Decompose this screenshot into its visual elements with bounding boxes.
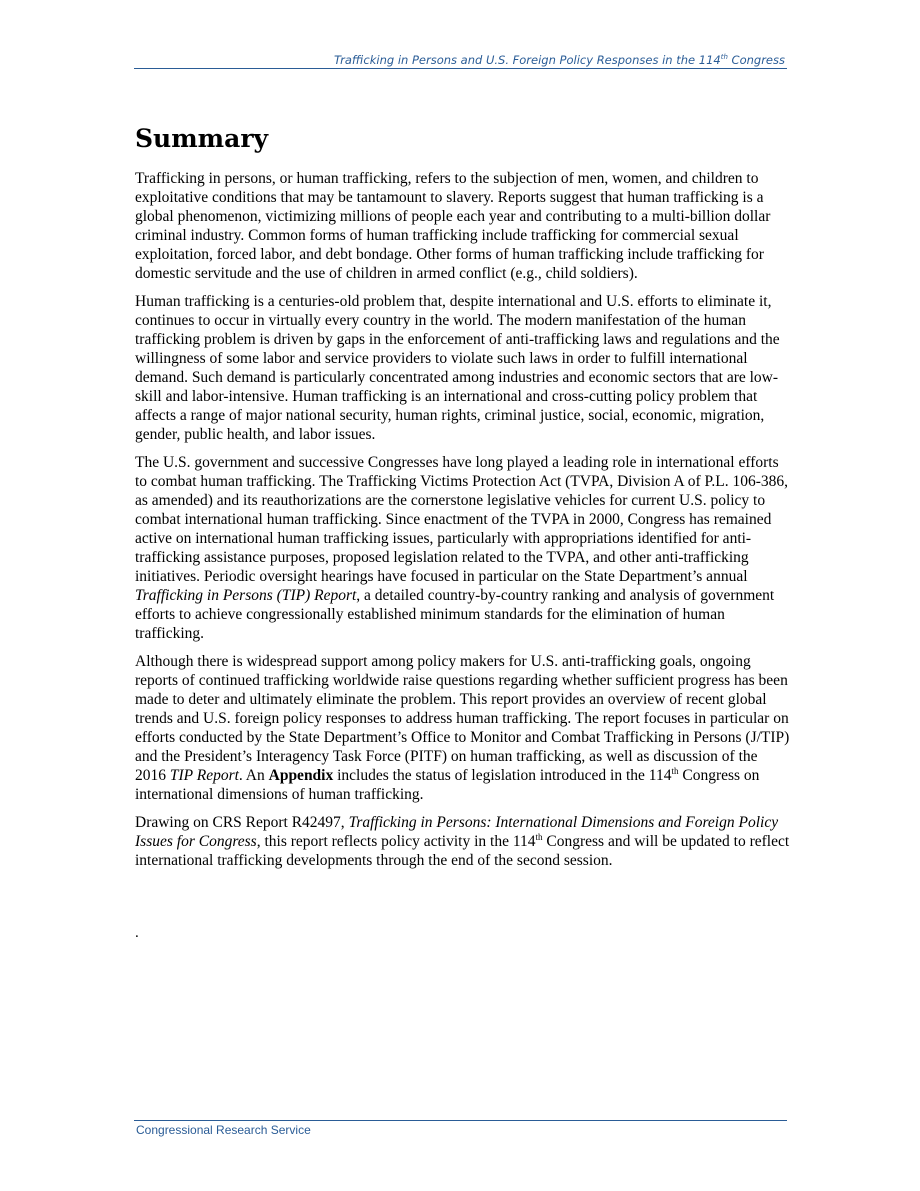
paragraph-5 — [135, 813, 790, 870]
paragraph-3-text: The U.S. government and successive Congresses have long played a leading role in international efforts to combat human trafficking. The Trafficking Victims Protection Act (TVPA, Division A of P.L. 106-386, as amended) and its reauthorizations are the cornerstone legislative vehicles for current U.S. policy to combat international human trafficking. Since enactment of the TVPA in 2000, Congress has remained active on international human trafficking issues, particularly with appropriations identified for anti-trafficking assistance purposes, proposed legislation related to the TVPA, and other anti-trafficking initiatives. Periodic oversight hearings have focused in particular on the State Department’s annual — [135, 454, 789, 585]
paragraph-4 — [135, 652, 790, 804]
running-header-title-end: Congress — [727, 53, 785, 67]
paragraph-1: Trafficking in persons, or human trafficking, refers to the subjection of men, women, and children to exploitative conditions that may be tantamount to slavery. Reports suggest that human trafficking is a global phenomenon, victimizing millions of people each year and contributing to a multi-billion dollar criminal industry. Common forms of human trafficking include trafficking for commercial sexual exploitation, forced labor, and debt bondage. Other forms of human trafficking include trafficking for domestic servitude and the use of children in armed conflict (e.g., child soldiers). — [135, 170, 771, 282]
paragraph-4-text-3: includes the status of legislation introduced in the 114 — [333, 767, 672, 784]
tip-report-italic: TIP Report — [169, 767, 239, 784]
running-header — [134, 53, 785, 67]
tip-report-title: Trafficking in Persons (TIP) Report — [135, 587, 357, 604]
running-header-title: Trafficking in Persons and U.S. Foreign Policy Responses in the 114 — [334, 53, 721, 67]
header-divider — [134, 68, 787, 69]
stray-period: . — [135, 925, 139, 941]
crs-report-title: Trafficking in Persons: International Dimensions and Foreign Policy Issues for Congress — [135, 814, 779, 850]
paragraph-3 — [135, 453, 790, 643]
paragraph-4-superscript: th — [671, 765, 679, 776]
running-header-superscript: th — [720, 53, 728, 62]
footer-organization: Congressional Research Service — [136, 1123, 311, 1137]
paragraph-4-text: Although there is widespread support among policy makers for U.S. anti-trafficking goals, ongoing reports of continued trafficking worldwide raise questions regarding whether sufficient progress has been made to deter and ultimately eliminate the problem. This report provides an overview of recent global trends and U.S. foreign policy responses to address human trafficking. The report focuses in particular on efforts conducted by the State Department’s Office to Monitor and Combat Trafficking in Persons (J/TIP) and the President’s Interagency Task Force (PITF) on human trafficking, as well as discussion of the 2016 — [135, 653, 790, 784]
paragraph-5-superscript: th — [535, 831, 543, 842]
paragraph-5-text-end: Congress and will be updated to reflect international trafficking developments through the end of the second session. — [135, 833, 790, 869]
paragraph-4-text-end: Congress on international dimensions of human trafficking. — [135, 767, 760, 803]
paragraph-4-text-2: . An — [238, 767, 269, 784]
page-title: Summary — [135, 124, 269, 153]
summary-body — [135, 169, 790, 879]
footer-divider — [134, 1120, 787, 1121]
appendix-reference: Appendix — [268, 767, 334, 784]
paragraph-3-text-end: , a detailed country-by-country ranking and analysis of government efforts to achieve congressionally established minimum standards for the elimination of human trafficking. — [135, 587, 775, 642]
paragraph-5-text-2: , this report reflects policy activity in the 114 — [256, 833, 536, 850]
paragraph-5-text: Drawing on CRS Report R42497, — [135, 814, 349, 831]
paragraph-2: Human trafficking is a centuries-old problem that, despite international and U.S. efforts to eliminate it, continues to occur in virtually every country in the world. The modern manifestation of the human trafficking problem is driven by gaps in the enforcement of anti-trafficking laws and regulations and the willingness of some labor and service providers to violate such laws in order to fulfill international demand. Such demand is particularly concentrated among industries and economic sectors that are low-skill and labor-intensive. Human trafficking is an international and cross-cutting policy problem that affects a range of major national security, human rights, criminal justice, social, economic, migration, gender, public health, and labor issues. — [135, 293, 780, 443]
